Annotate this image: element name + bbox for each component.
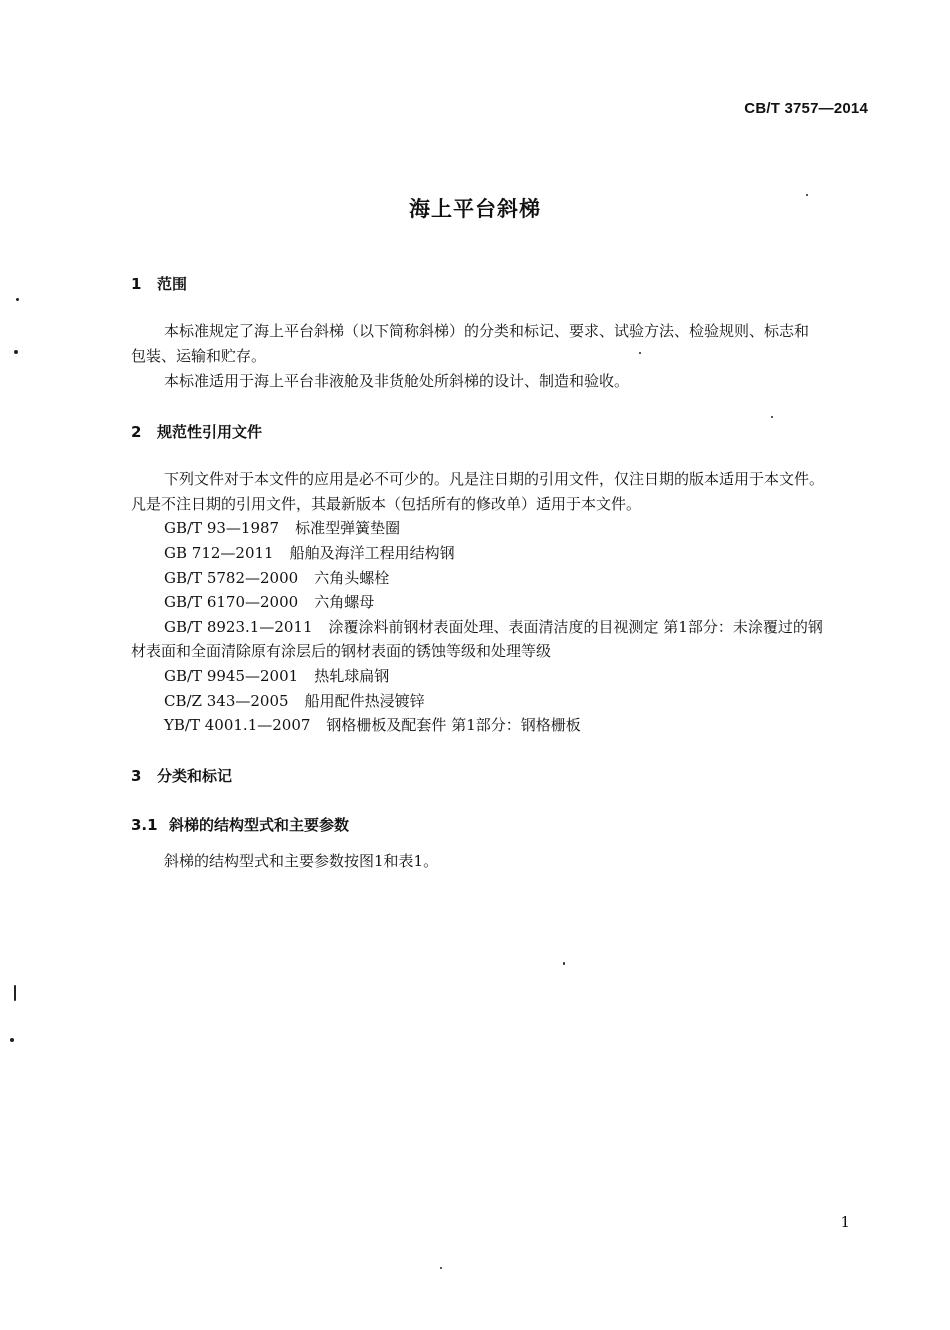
reference-code: YB/T 4001.1—2007 xyxy=(164,716,311,734)
section-title: 规范性引用文件 xyxy=(157,423,263,441)
reference-code: GB/T 8923.1—2011 xyxy=(164,618,313,636)
reference-item xyxy=(164,713,581,738)
scan-speck xyxy=(14,350,18,354)
reference-code: GB/T 6170—2000 xyxy=(164,593,299,611)
paragraph-line: 本标准适用于海上平台非液舱及非货舱处所斜梯的设计、制造和验收。 xyxy=(164,372,630,390)
paragraph-line: 本标准规定了海上平台斜梯（以下简称斜梯）的分类和标记、要求、试验方法、检验规则、标志和 xyxy=(164,322,810,340)
reference-code: GB/T 9945—2001 xyxy=(164,667,299,685)
scan-speck xyxy=(14,985,16,1001)
reference-item xyxy=(164,566,389,591)
reference-title: 六角螺母 xyxy=(314,593,375,611)
scan-speck xyxy=(639,352,641,354)
scan-speck xyxy=(10,1038,14,1042)
reference-title: 船舶及海洋工程用结构钢 xyxy=(289,544,455,562)
reference-title: 标准型弹簧垫圈 xyxy=(295,519,401,537)
subsection-3-1-heading xyxy=(131,814,349,835)
section-number: 2 xyxy=(131,423,142,441)
section-1-heading xyxy=(131,273,187,294)
paragraph-line: 下列文件对于本文件的应用是必不可少的。凡是注日期的引用文件，仅注日期的版本适用于本文件。 xyxy=(164,470,825,488)
reference-item xyxy=(164,689,425,714)
section-number: 3 xyxy=(131,767,142,785)
section-1-paragraph-2 xyxy=(131,369,867,394)
scan-speck xyxy=(563,962,565,965)
section-1-paragraph-1 xyxy=(131,319,867,369)
scan-speck xyxy=(771,416,773,418)
page-number: 1 xyxy=(840,1213,850,1231)
subsection-3-1-text: 斜梯的结构型式和主要参数按图1和表1。 xyxy=(164,852,439,870)
section-title: 范围 xyxy=(157,275,188,293)
paragraph-line: 凡是不注日期的引用文件，其最新版本（包括所有的修改单）适用于本文件。 xyxy=(131,495,642,513)
page-title: 海上平台斜梯 xyxy=(409,197,541,221)
reference-title: 热轧球扁钢 xyxy=(314,667,390,685)
reference-code: CB/Z 343—2005 xyxy=(164,692,289,710)
scan-speck xyxy=(16,298,19,301)
section-2-heading xyxy=(131,421,262,442)
reference-item xyxy=(164,664,389,689)
subsection-title: 斜梯的结构型式和主要参数 xyxy=(169,816,350,834)
reference-code: GB/T 93—1987 xyxy=(164,519,280,537)
reference-item xyxy=(164,541,455,566)
reference-item xyxy=(164,516,400,541)
reference-title: 船用配件热浸镀锌 xyxy=(304,692,425,710)
section-title: 分类和标记 xyxy=(157,767,233,785)
reference-title-continuation: 材表面和全面清除原有涂层后的钢材表面的锈蚀等级和处理等级 xyxy=(131,642,552,660)
section-number: 1 xyxy=(131,275,142,293)
standard-code: CB/T 3757—2014 xyxy=(744,100,868,117)
reference-code: GB 712—2011 xyxy=(164,544,274,562)
section-3-heading xyxy=(131,765,232,786)
reference-title: 六角头螺栓 xyxy=(314,569,390,587)
scan-speck xyxy=(440,1267,442,1269)
section-2-intro xyxy=(131,467,867,517)
scan-speck xyxy=(806,194,808,196)
reference-title: 涂覆涂料前钢材表面处理、表面清洁度的目视测定 第1部分：未涂覆过的钢 xyxy=(328,618,823,636)
paragraph-line: 包装、运输和贮存。 xyxy=(131,347,267,365)
reference-title: 钢格栅板及配套件 第1部分：钢格栅板 xyxy=(326,716,581,734)
reference-item xyxy=(164,590,374,615)
subsection-number: 3.1 xyxy=(131,816,158,834)
reference-item xyxy=(164,615,823,640)
reference-code: GB/T 5782—2000 xyxy=(164,569,299,587)
